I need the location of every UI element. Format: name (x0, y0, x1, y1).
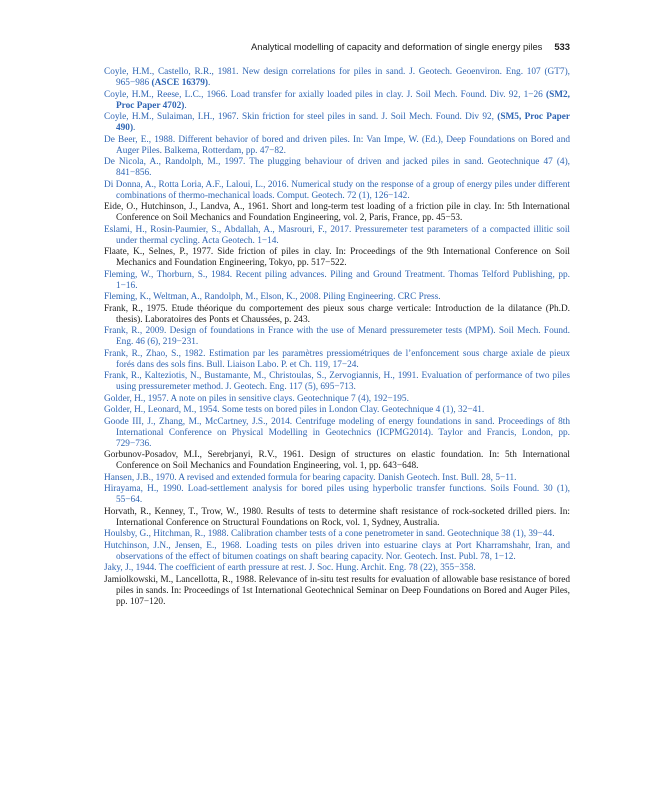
reference-entry[interactable] (104, 135, 570, 157)
reference-text: Eide, O., Hutchinson, J., Landva, A., 1961. Short and long-term test loading of a friction pile in clay. In: 5th International Conference on Soil Mechanics and Foundation Engineering, vol. 2, Paris, France, pp. 45−53. (104, 202, 570, 224)
reference-text: Flaate, K., Selnes, P., 1977. Side friction of piles in clay. In: Proceedings of the 9th International Conference on Soil Mechanics and Foundation Engineering, Tokyo, pp. 517−522. (104, 247, 570, 269)
reference-text: Hansen, J.B., 1970. A revised and extended formula for bearing capacity. Danish Geotech. Inst. Bull. 28, 5−11. (104, 472, 517, 483)
reference-entry[interactable] (104, 326, 570, 348)
reference-paper-id: (SM2, Proc Paper 4702) (116, 89, 570, 111)
reference-text: Coyle, H.M., Reese, L.C., 1966. Load transfer for axially loaded piles in clay. J. Soil Mech. Found. Div. 92, 1−26 (104, 89, 546, 100)
reference-entry[interactable] (104, 405, 570, 416)
reference-text: Goode III, J., Zhang, M., McCartney, J.S., 2014. Centrifuge modeling of energy foundations in sand. Proceedings of 8th International Conference on Physical Modelling in Geotechnics (ICPMG2014). Taylor and Francis, London, pp. 729−736. (104, 416, 570, 449)
reference-entry[interactable] (104, 473, 570, 484)
reference-entry[interactable] (104, 90, 570, 112)
reference-entry[interactable] (104, 417, 570, 450)
reference-text: Eslami, H., Rosin-Paumier, S., Abdallah, A., Masrouri, F., 2017. Pressuremeter test parameters of a compacted illitic soil under thermal cycling. Acta Geotech. 1−14. (104, 224, 570, 246)
reference-paper-id: (SM5, Proc Paper 490) (116, 112, 571, 134)
reference-text: Hutchinson, J.N., Jensen, E., 1968. Loading tests on piles driven into estuarine clays at Port Kharramshahr, Iran, and observations of the effect of bitumen coatings on shaft bearing capacity. Nor. Geotech. Inst. Publ. 78, 1−12. (104, 540, 570, 562)
reference-entry[interactable] (104, 349, 570, 371)
reference-entry (104, 507, 570, 529)
reference-text: Frank, R., 1975. Etude théorique du comportement des pieux sous charge verticale: Introduction de la dilatance (Ph.D. thesis). Laboratoires des Ponts et Chaussées, p. 243. (104, 303, 570, 325)
reference-text: Houlsby, G., Hitchman, R., 1988. Calibration chamber tests of a cone penetrometer in sand. Geotechnique 38 (1), 39−44. (104, 529, 555, 540)
running-header (104, 41, 570, 55)
reference-text: Fleming, K., Weltman, A., Randolph, M., Elson, K., 2008. Piling Engineering. CRC Press. (104, 292, 441, 303)
reference-text: Coyle, H.M., Castello, R.R., 1981. New design correlations for piles in sand. J. Geotech. Geoenviron. Eng. 107 (GT7), 965−986 (104, 67, 570, 89)
reference-paper-id: (ASCE 16379) (151, 78, 209, 89)
reference-entry[interactable] (104, 225, 570, 247)
reference-entry[interactable] (104, 292, 570, 303)
reference-trailing-punctuation: . (133, 123, 136, 134)
running-title: Analytical modelling of capacity and deformation of single energy piles (251, 41, 543, 52)
reference-entry (104, 304, 570, 326)
reference-trailing-punctuation: . (184, 100, 187, 111)
reference-text: De Beer, E., 1988. Different behavior of bored and driven piles. In: Van Impe, W. (Ed.), Deep Foundations on Bored and Auger Piles. Balkema, Rotterdam, pp. 47−82. (104, 134, 570, 156)
reference-entry (104, 450, 570, 472)
reference-entry[interactable] (104, 563, 570, 574)
reference-text: Hirayama, H., 1990. Load-settlement analysis for bored piles using hyperbolic transfer functions. Soils Found. 30 (1), 55−64. (104, 484, 570, 506)
reference-entry[interactable] (104, 371, 570, 393)
reference-text: Frank, R., 2009. Design of foundations in France with the use of Menard pressuremeter tests (MPM). Soil Mech. Found. Eng. 46 (6), 219−231. (104, 326, 570, 348)
reference-entry[interactable] (104, 394, 570, 405)
page-number: 533 (554, 41, 570, 52)
reference-text: Frank, R., Zhao, S., 1982. Estimation par les paramètres pressiométriques de l’enfoncement sous charge axiale de pieux forés dans des sols fins. Bull. Liaison Labo. P. et Ch. 119, 17−24. (104, 348, 570, 370)
reference-trailing-punctuation: . (208, 78, 211, 89)
reference-text: Jamiolkowski, M., Lancellotta, R., 1988. Relevance of in-situ test results for evaluation of allowable base resistance of bored piles in sands. In: Proceedings of 1st International Geotechnical Seminar on Deep Foundations on Bored and Auger Piles, pp. 107−120. (104, 574, 570, 607)
reference-text: Frank, R., Kalteziotis, N., Bustamante, M., Christoulas, S., Zervogiannis, H., 1991. Evaluation of performance of two piles using pressuremeter method. J. Geotech. Eng. 117 (5), 695−713. (104, 371, 570, 393)
reference-text: Golder, H., Leonard, M., 1954. Some tests on bored piles in London Clay. Geotechnique 4 (1), 32−41. (104, 405, 485, 416)
reference-text: Di Donna, A., Rotta Loria, A.F., Laloui, L., 2016. Numerical study on the response of a group of energy piles under different combinations of thermo-mechanical loads. Comput. Geotech. 72 (1), 126−142. (104, 179, 570, 201)
reference-text: Horvath, R., Kenney, T., Trow, W., 1980. Results of tests to determine shaft resistance of rock-socketed drilled piers. In: International Conference on Structural Foundations on Rock, vol. 1, Sydney, Australia. (104, 506, 570, 528)
reference-entry[interactable] (104, 484, 570, 506)
reference-entry (104, 247, 570, 269)
reference-entry[interactable] (104, 112, 570, 134)
reference-entry (104, 575, 570, 608)
reference-text: Fleming, W., Thorburn, S., 1984. Recent piling advances. Piling and Ground Treatment. Thomas Telford Publishing, pp. 1−16. (104, 269, 570, 291)
reference-text: Golder, H., 1957. A note on piles in sensitive clays. Geotechnique 7 (4), 192−195. (104, 393, 409, 404)
reference-entry[interactable] (104, 180, 570, 202)
reference-entry[interactable] (104, 541, 570, 563)
reference-text: De Nicola, A., Randolph, M., 1997. The plugging behaviour of driven and jacked piles in sand. Geotechnique 47 (4), 841−856. (104, 157, 570, 179)
reference-list (104, 67, 570, 608)
reference-entry[interactable] (104, 529, 570, 540)
reference-text: Coyle, H.M., Sulaiman, I.H., 1967. Skin friction for steel piles in sand. J. Soil Mech. Found. Div 92, (104, 112, 498, 123)
reference-text: Gorbunov-Posadov, M.I., Serebrjanyi, R.V., 1961. Design of structures on elastic foundation. In: 5th International Conference on Soil Mechanics and Foundation Engineering, vol. 1, pp. 643−648. (104, 450, 570, 472)
reference-entry[interactable] (104, 157, 570, 179)
reference-entry (104, 202, 570, 224)
reference-entry[interactable] (104, 67, 570, 89)
reference-entry[interactable] (104, 270, 570, 292)
reference-text: Jaky, J., 1944. The coefficient of earth pressure at rest. J. Soc. Hung. Archit. Eng. 78 (22), 355−358. (104, 563, 476, 574)
